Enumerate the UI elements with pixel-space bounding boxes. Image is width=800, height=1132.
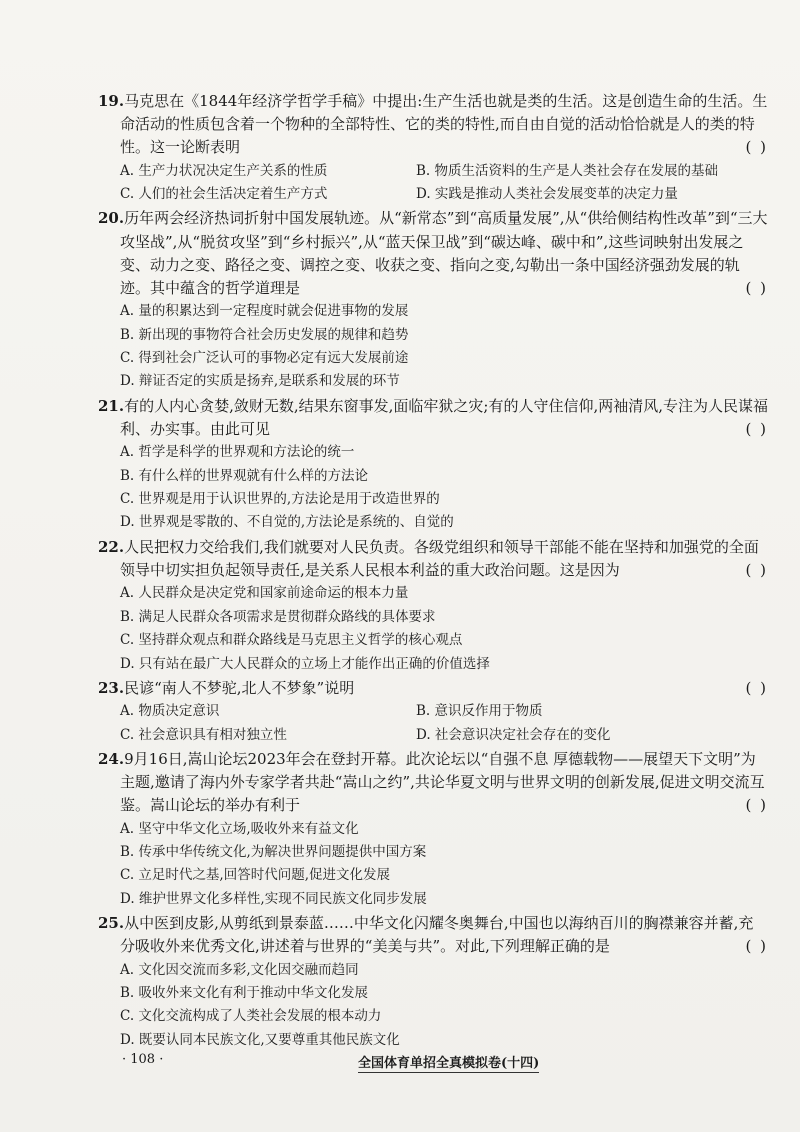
question-number: 21. [98,396,125,415]
option-b: B. 物质生活资料的生产是人类社会存在发展的基础 [416,162,719,179]
question-stem [98,207,768,300]
option-c: C. 立足时代之基,回答时代问题,促进文化发展 [120,867,391,884]
question-text: 民谚“南人不梦驼,北人不梦象”说明 [124,678,355,697]
question-stem [98,90,768,160]
option-c: C. 世界观是用于认识世界的,方法论是用于改造世界的 [120,491,440,508]
option-d: D. 辩证否定的实质是扬弃,是联系和发展的环节 [120,373,400,390]
option-b: B. 意识反作用于物质 [416,703,543,720]
option-d: D. 既要认同本民族文化,又要尊重其他民族文化 [120,1031,400,1048]
option-a: A. 哲学是科学的世界观和方法论的统一 [120,444,355,461]
option-row [120,183,768,206]
option-row [120,724,768,747]
page-footer [122,1052,642,1076]
option-c: C. 文化交流构成了人类社会发展的根本动力 [120,1008,382,1025]
option-b: B. 传承中华传统文化,为解决世界问题提供中国方案 [120,843,427,860]
answer-blank: ( ) [745,420,768,439]
question-stem [98,912,768,958]
question-24 [98,748,768,911]
question-23 [98,677,768,747]
option-d: D. 实践是推动人类社会发展变革的决定力量 [416,186,678,203]
question-number: 23. [98,678,125,697]
question-number: 19. [98,92,125,110]
question-stem [98,748,768,818]
question-text: 马克思在《1844年经济学哲学手稿》中提出:生产生活也就是类的生活。这是创造生命的生活。生命活动的性质包含着一个物种的全部特性、它的类的特性,而自由自觉的活动恰恰就是人的类的特性。这一论断表明 [120,92,768,157]
question-20 [98,207,768,393]
option-b: B. 满足人民群众各项需求是贯彻群众路线的具体要求 [120,608,436,625]
option-b: B. 吸收外来文化有利于推动中华文化发展 [120,984,369,1001]
option-a: A. 物质决定意识 [120,703,220,720]
question-19 [98,90,768,206]
question-22 [98,536,768,676]
option-c: C. 人们的社会生活决定着生产方式 [120,186,328,203]
question-text: 历年两会经济热词折射中国发展轨迹。从“新常态”到“高质量发展”,从“供给侧结构性改革”到“三大攻坚战”,从“脱贫攻坚”到“乡村振兴”,从“蓝天保卫战”到“碳达峰、碳中和”,这些词映射出发展之变、动力之变、路径之变、调控之变、收获之变、指向之变,勾勒出一条中国经济强劲发展的轨迹。其中蕴含的哲学道理是 [120,209,768,298]
question-number: 24. [98,749,125,768]
option-a: A. 文化因交流而多彩,文化因交融而趋同 [120,961,359,978]
question-stem [98,677,768,700]
option-a: A. 生产力状况决定生产关系的性质 [120,162,328,179]
option-d: D. 维护世界文化多样性,实现不同民族文化同步发展 [120,890,427,907]
question-number: 22. [98,537,125,556]
question-25 [98,912,768,1052]
option-c: C. 坚持群众观点和群众路线是马克思主义哲学的核心观点 [120,632,463,649]
option-d: D. 只有站在最广大人民群众的立场上才能作出正确的价值选择 [120,655,490,672]
option-d: D. 世界观是零散的、不自觉的,方法论是系统的、自觉的 [120,514,454,531]
answer-blank: ( ) [745,138,768,157]
answer-blank: ( ) [745,561,768,580]
option-a: A. 人民群众是决定党和国家前途命运的根本力量 [120,585,409,602]
question-text: 9月16日,嵩山论坛2023年会在登封开幕。此次论坛以“自强不息 厚德载物——展望天下文明”为主题,邀请了海内外专家学者共赴“嵩山之约”,共论华夏文明与世界文明的创新发展,促进文明交流互鉴。嵩山论坛的举办有利于 [120,749,765,815]
question-21 [98,395,769,535]
question-stem [98,395,768,441]
question-list [98,90,769,1053]
page-number: · 108 · [122,1052,164,1067]
answer-blank: ( ) [745,796,768,815]
answer-blank: ( ) [745,678,768,697]
option-b: B. 有什么样的世界观就有什么样的方法论 [120,467,369,484]
option-d: D. 社会意识决定社会存在的变化 [416,726,611,743]
option-a: A. 量的积累达到一定程度时就会促进事物的发展 [120,303,409,320]
question-stem [98,536,768,582]
answer-blank: ( ) [745,279,768,298]
footer-title: 全国体育单招全真模拟卷(十四) [358,1052,539,1073]
option-a: A. 坚守中华文化立场,吸收外来有益文化 [120,820,359,837]
question-number: 25. [98,914,125,933]
question-text: 从中医到皮影,从剪纸到景泰蓝……中华文化闪耀冬奥舞台,中国也以海纳百川的胸襟兼容并蓄,充分吸收外来优秀文化,讲述着与世界的“美美与共”。对此,下列理解正确的是 [120,914,754,956]
question-text: 人民把权力交给我们,我们就要对人民负责。各级党组织和领导干部能不能在坚持和加强党的全面领导中切实担负起领导责任,是关系人民根本利益的重大政治问题。这是因为 [120,537,759,580]
answer-blank: ( ) [745,937,768,956]
option-c: C. 社会意识具有相对独立性 [120,726,287,743]
question-number: 20. [98,209,125,228]
option-b: B. 新出现的事物符合社会历史发展的规律和趋势 [120,326,409,343]
question-text: 有的人内心贪婪,敛财无数,结果东窗事发,面临牢狱之灾;有的人守住信仰,两袖清风,专注为人民谋福利、办实事。由此可见 [120,396,769,439]
option-row [120,160,768,183]
option-c: C. 得到社会广泛认可的事物必定有远大发展前途 [120,350,409,367]
option-row [120,700,768,723]
